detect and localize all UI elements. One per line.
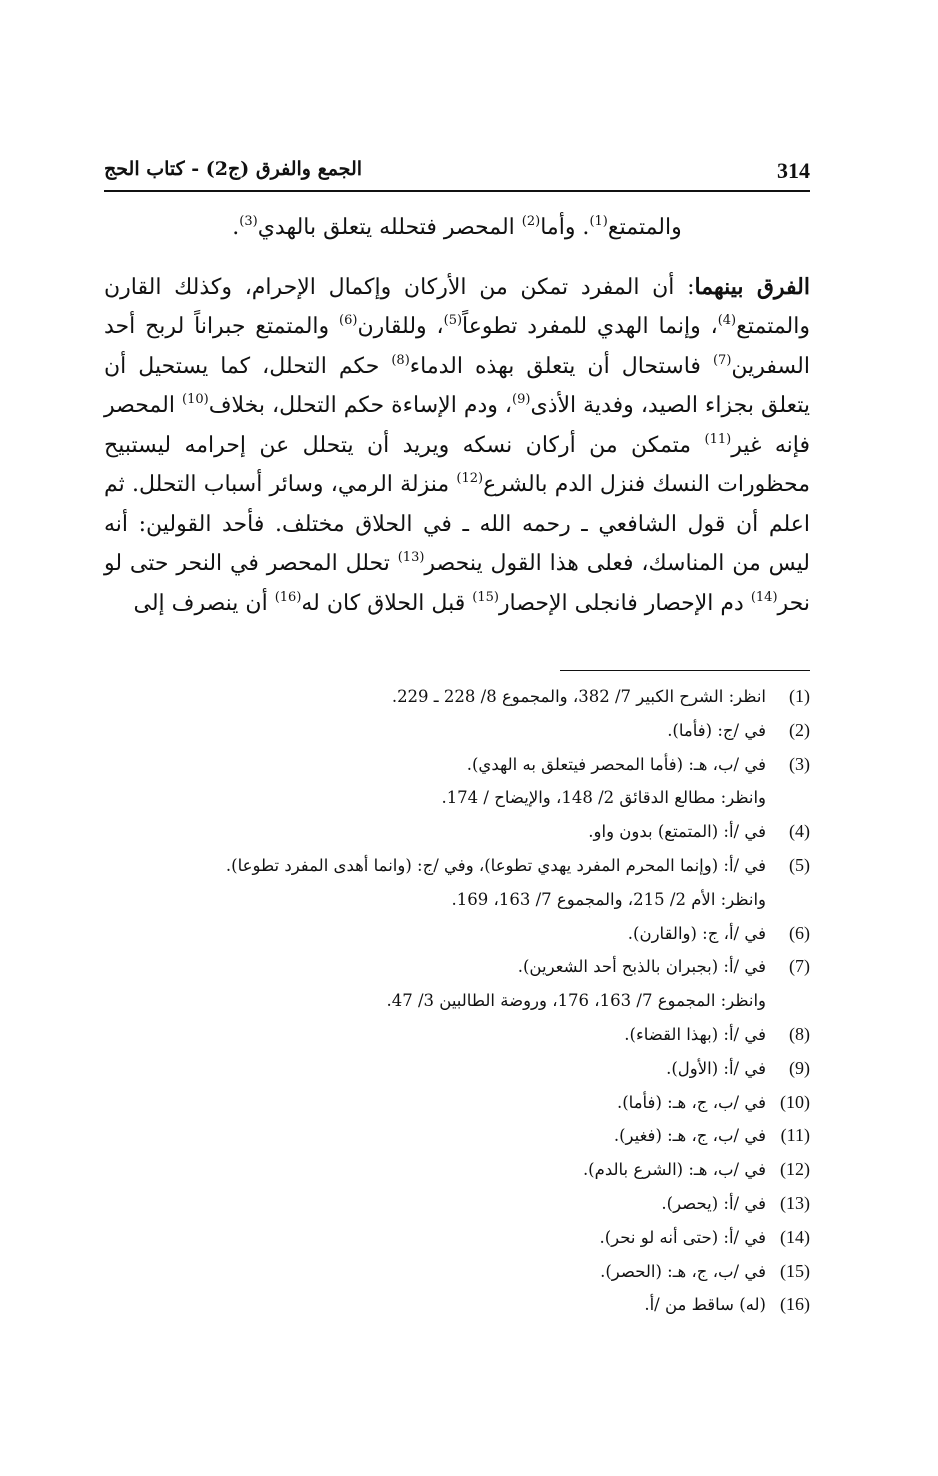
footnote-number: (5)	[789, 854, 810, 875]
footnote-item	[104, 1255, 810, 1289]
footnote-item	[104, 1119, 810, 1153]
text-run: ، ودم الإساءة حكم التحلل، بخلاف	[208, 393, 513, 418]
footnotes	[104, 680, 810, 1322]
footnote-line: في /ب، ج، هـ: (فغير).	[613, 1126, 766, 1146]
footnote-line: في /أ: (الأول).	[666, 1058, 766, 1078]
footnote-text	[104, 815, 766, 849]
text-run: تحلل المحصر في النحر حتى لو نحر	[104, 551, 810, 616]
footnote-line: في /أ: (بجبران بالذبح أحد الشعرين).	[517, 957, 766, 977]
footnote-text	[104, 1288, 766, 1322]
text-run: .	[232, 215, 240, 240]
footnote-text	[104, 849, 766, 917]
footnote-text	[104, 714, 766, 748]
footnote-number: (1)	[789, 686, 810, 706]
running-title: الجمع والفرق (ج2) - كتاب الحج	[104, 158, 363, 180]
footnote-text	[104, 950, 766, 1018]
page-header	[104, 158, 810, 192]
footnote-line: في /أ: (يحصر).	[661, 1193, 766, 1213]
footnote-number: (16)	[780, 1294, 810, 1315]
footnote-line: في /ج: (فأما).	[667, 720, 766, 740]
footnote-number: (10)	[780, 1091, 810, 1112]
footnote-reference: (11)	[704, 431, 732, 447]
footnote-item	[104, 1086, 810, 1120]
text-run: : أن المفرد تمكن من الأركان وإكمال الإحرام، وكذلك القارن والمتمتع	[104, 274, 810, 339]
footnote-text	[104, 1221, 766, 1255]
main-text	[104, 208, 810, 623]
footnote-item	[104, 748, 810, 816]
footnote-reference: (10)	[182, 392, 209, 407]
text-run: حكم التحلل، كما يستحيل أن يتعلق بجزاء الصيد، وفدية الأذى	[104, 353, 810, 418]
footnote-number: (14)	[780, 1226, 810, 1247]
footnote-reference: (7)	[712, 352, 732, 368]
footnote-item	[104, 1221, 810, 1255]
footnote-item	[104, 1052, 810, 1086]
footnote-item	[104, 950, 810, 1018]
footnote-line: في /ب، ج، هـ: (فأما).	[616, 1092, 766, 1112]
footnote-text	[104, 1187, 766, 1221]
footnote-line: في /أ: (حتى أنه لو نحر).	[599, 1227, 766, 1247]
lead-heading: الفرق بينهما	[694, 273, 810, 300]
footnote-number: (6)	[789, 922, 810, 943]
footnote-line: في /أ، ج: (والقارن).	[627, 923, 766, 943]
footnote-number: (2)	[789, 719, 810, 740]
footnote-reference: (5)	[443, 313, 463, 328]
footnote-line: انظر: الشرح الكبير 7/ 382، والمجموع 8/ 228 ـ 229.	[391, 687, 766, 706]
footnote-reference: (12)	[456, 471, 484, 486]
footnote-reference: (6)	[339, 313, 358, 328]
footnote-line: في /ب، ج، هـ: (الحصر).	[600, 1261, 766, 1281]
footnote-reference: (16)	[274, 589, 302, 605]
text-run: ، وللقارن	[357, 314, 444, 339]
footnote-line: في /أ: (بهذا القضاء).	[624, 1024, 766, 1044]
footnote-number: (13)	[780, 1192, 810, 1213]
footnote-reference: (8)	[391, 352, 410, 368]
text-run: قبل الحلاق كان له	[301, 590, 473, 616]
footnote-reference: (4)	[717, 313, 737, 328]
footnote-number: (11)	[780, 1125, 810, 1146]
footnote-text	[104, 1153, 766, 1187]
main-paragraph	[104, 268, 810, 624]
footnote-text	[104, 917, 766, 951]
footnote-text	[104, 748, 766, 816]
footnote-number: (7)	[789, 956, 810, 977]
text-run: المحصر فتحلله يتعلق بالهدي	[257, 215, 522, 240]
text-run: المحصر فإنه غير	[104, 393, 810, 458]
footnote-number: (15)	[780, 1260, 810, 1281]
text-run: أن ينصرف إلى	[133, 590, 275, 616]
footnote-text	[104, 680, 766, 714]
footnote-line: وانظر: مطالع الدقائق 2/ 148، والإيضاح / 174.	[441, 788, 766, 808]
footnote-item	[104, 815, 810, 849]
footnote-number: (4)	[789, 821, 810, 842]
footnote-reference: (1)	[589, 214, 608, 229]
footnote-item	[104, 1153, 810, 1187]
footnote-text	[104, 1018, 766, 1052]
footnote-item	[104, 1018, 810, 1052]
footnote-line: وانظر: الأم 2/ 215، والمجموع 7/ 163، 169.	[451, 889, 766, 909]
text-run: والمتمتع	[607, 215, 682, 240]
footnote-reference: (14)	[750, 589, 778, 605]
footnote-line: وانظر: المجموع 7/ 163، 176، وروضة الطالبين 3/ 47.	[386, 991, 766, 1011]
text-run: والمتمتع جبراناً لربح أحد السفرين	[104, 314, 810, 379]
intro-line	[104, 208, 810, 248]
footnote-item	[104, 1187, 810, 1221]
footnote-line: في /ب، هـ: (فأما المحصر فيتعلق به الهدي).	[466, 754, 766, 774]
footnote-reference: (13)	[397, 550, 425, 565]
footnote-text	[104, 1119, 766, 1153]
footnote-text	[104, 1052, 766, 1086]
text-run: . وأما	[540, 215, 590, 240]
text-run: متمكن من أركان نسكه ويريد أن يتحلل عن إحرامه ليستبيح محظورات النسك فنزل الدم بالشرع	[104, 432, 810, 497]
footnote-line: في /ب، هـ: (الشرع بالدم).	[582, 1160, 766, 1180]
footnote-line: في /أ: (المتمتع) بدون واو.	[588, 822, 766, 842]
footnote-item	[104, 1288, 810, 1322]
text-run: ، وإنما الهدي للمفرد تطوعاً	[462, 314, 718, 339]
footnote-line: في /أ: (وإنما المحرم المفرد يهدي تطوعا)، وفي /ج: (وانما أهدى المفرد تطوعا).	[225, 855, 766, 875]
footnote-item	[104, 849, 810, 917]
text-run: منزلة الرمي، وسائر أسباب التحلل. ثم اعلم أن قول الشافعي ـ رحمه الله ـ في الحلاق مختلف. فأحد القولين: أنه ليس من المناسك، فعلى هذا القول ينحصر	[104, 472, 810, 576]
footnote-number: (12)	[780, 1159, 810, 1180]
footnote-item	[104, 680, 810, 714]
footnote-line: (له) ساقط من /أ.	[644, 1295, 766, 1315]
page-number: 314	[777, 158, 810, 183]
footnote-number: (8)	[789, 1023, 810, 1044]
footnote-number: (9)	[789, 1057, 810, 1078]
footnote-reference: (2)	[521, 214, 541, 229]
footnote-reference: (15)	[472, 589, 499, 605]
footnote-item	[104, 714, 810, 748]
footnote-number: (3)	[789, 753, 810, 774]
text-run: فاستحال أن يتعلق بهذه الدماء	[409, 353, 713, 379]
footnote-item	[104, 917, 810, 951]
text-run: دم الإحصار فانجلى الإحصار	[498, 590, 751, 616]
footnote-reference: (9)	[512, 392, 531, 407]
footnote-reference: (3)	[239, 214, 258, 229]
footnote-text	[104, 1255, 766, 1289]
footnote-separator	[560, 670, 810, 671]
footnote-text	[104, 1086, 766, 1120]
